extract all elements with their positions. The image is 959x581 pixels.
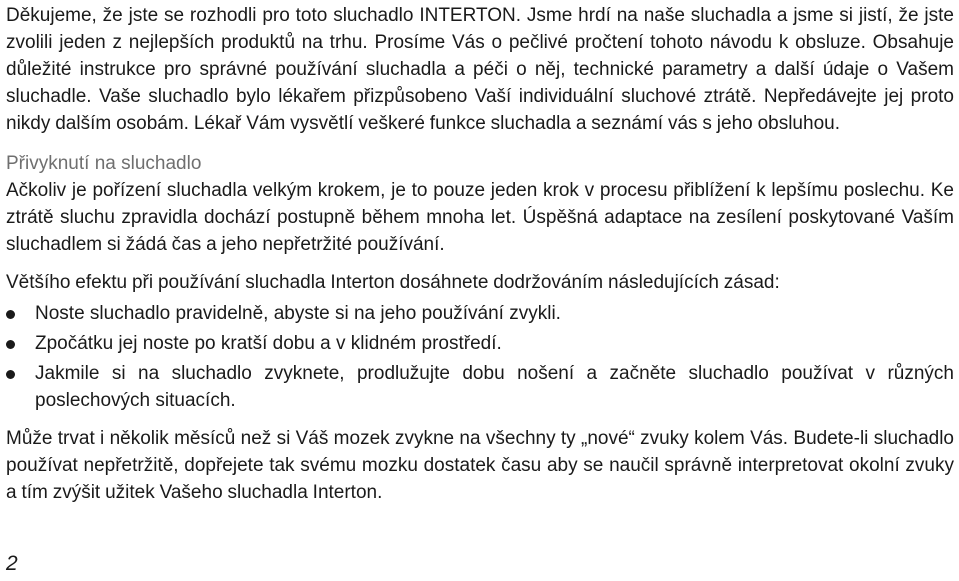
closing-paragraph: Může trvat i několik měsíců než si Váš mozek zvykne na všechny ty „nové“ zvuky kolem Vás. Budete-li sluchadlo používat nepřetržitě, dopřejete tak svému mozku dostatek času aby se naučil správně interpretovat okolní zvuky a tím zvýšit užitek Vašeho sluchadla Interton.: [6, 428, 954, 503]
page-number: 2: [6, 552, 18, 575]
list-item: [6, 330, 954, 357]
list-item-text: Zpočátku jej noste po kratší dobu a v klidném prostředí.: [35, 333, 502, 354]
document-page: [6, 0, 954, 506]
tips-intro-paragraph: Většího efektu při používání sluchadla Interton dosáhnete dodržováním následujících zásad:: [6, 272, 780, 293]
list-item-text: Jakmile si na sluchadlo zvyknete, prodlužujte dobu nošení a začněte sluchadlo používat v různých poslechových situacích.: [35, 363, 954, 411]
adaptation-paragraph: Ačkoliv je pořízení sluchadla velkým krokem, je to pouze jeden krok v procesu přiblížení k lepšímu poslechu. Ke ztrátě sluchu zpravidla dochází postupně během mnoha let. Úspěšná adaptace na zesílení poskytované Vaším sluchadlem si žádá čas a jeho nepřetržité používání.: [6, 180, 954, 255]
list-item-text: Noste sluchadlo pravidelně, abyste si na jeho používání zvykli.: [35, 303, 561, 324]
list-item: [6, 360, 954, 414]
bullet-icon: [6, 370, 15, 379]
bullet-icon: [6, 340, 15, 349]
list-item: [6, 300, 954, 327]
section-heading: Přivyknutí na sluchadlo: [6, 153, 202, 174]
intro-paragraph: Děkujeme, že jste se rozhodli pro toto sluchadlo INTERTON. Jsme hrdí na naše sluchadla a jsme si jistí, že jste zvolili jeden z nejlepších produktů na trhu. Prosíme Vás o pečlivé pročtení tohoto návodu k obsluze. Obsahuje důležité instrukce pro správné používání sluchadla a péči o něj, technické parametry a další údaje o Vašem sluchadle. Vaše sluchadlo bylo lékařem přizpůsobeno Vaší individuální sluchové ztrátě. Nepředávejte jej proto nikdy dalším osobám. Lékař Vám vysvětlí veškeré funkce sluchadla a seznámí vás s jeho obsluhou.: [6, 5, 954, 134]
tips-list: [6, 300, 954, 414]
bullet-icon: [6, 310, 15, 319]
